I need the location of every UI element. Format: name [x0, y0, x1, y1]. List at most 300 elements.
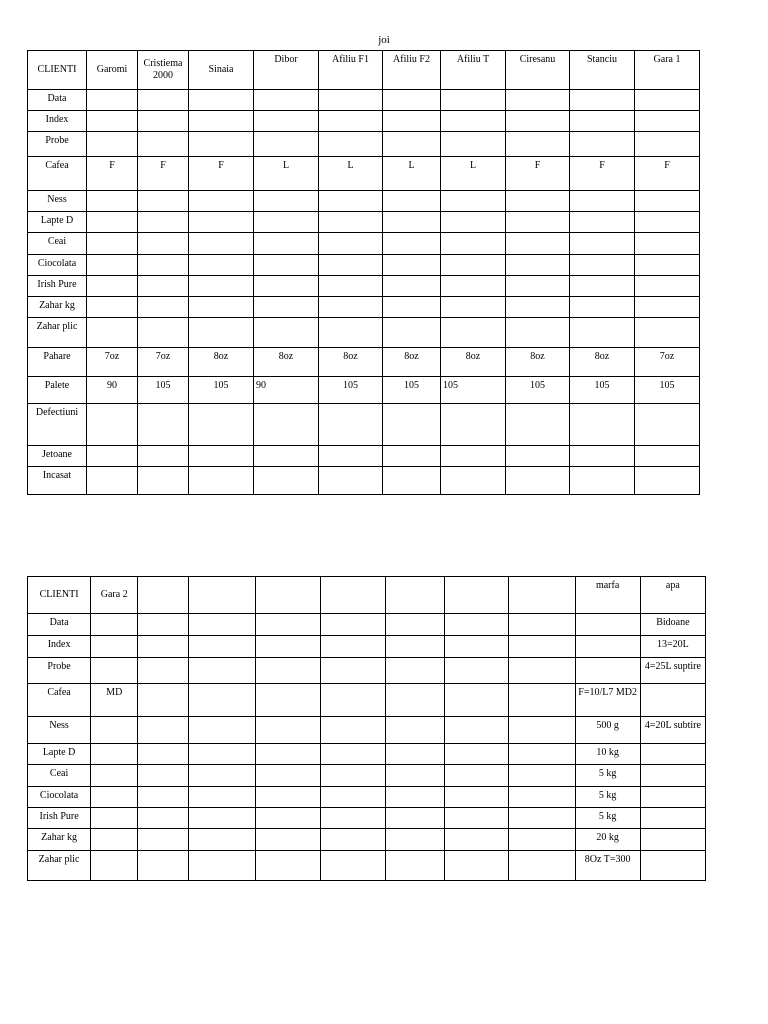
table-cell [506, 467, 570, 495]
table-cell [570, 255, 635, 276]
table-cell [319, 276, 383, 297]
table-row [28, 276, 700, 297]
table-cell: 8oz [506, 348, 570, 377]
header-row [28, 577, 706, 614]
table-row [28, 636, 706, 658]
header-client: Stanciu [570, 51, 635, 90]
table-cell: 500 g [575, 717, 640, 744]
table-cell [189, 276, 254, 297]
table-cell [189, 658, 255, 684]
table-cell [138, 212, 189, 233]
table-cell [91, 829, 138, 851]
header-client [138, 577, 189, 614]
table-row [28, 233, 700, 255]
table-cell: 10 kg [575, 744, 640, 765]
row-label: Data [28, 90, 87, 111]
table-cell [635, 212, 700, 233]
row-label: Index [28, 636, 91, 658]
row-label: Irish Pure [28, 276, 87, 297]
table-cell [386, 614, 445, 636]
table-cell [138, 191, 189, 212]
table-cell [319, 404, 383, 446]
table-row [28, 614, 706, 636]
table-cell [189, 255, 254, 276]
table-cell [441, 212, 506, 233]
table-cell [138, 829, 189, 851]
table-cell [320, 717, 385, 744]
table-cell [441, 90, 506, 111]
table-cell [320, 829, 385, 851]
table-cell [189, 717, 255, 744]
row-label: Zahar plic [28, 851, 91, 881]
table-cell [254, 132, 319, 157]
table-cell [635, 191, 700, 212]
table-cell [254, 467, 319, 495]
header-client: Gara 2 [91, 577, 138, 614]
table-cell [87, 90, 138, 111]
table-cell [383, 90, 441, 111]
table-row [28, 808, 706, 829]
table-cell [189, 829, 255, 851]
table-cell [441, 404, 506, 446]
table-cell [255, 658, 320, 684]
table-cell [640, 829, 705, 851]
table-cell [383, 255, 441, 276]
table-cell [635, 255, 700, 276]
table-cell: L [441, 157, 506, 191]
table-cell [87, 446, 138, 467]
table-row [28, 717, 706, 744]
table-cell [138, 787, 189, 808]
table-cell [386, 744, 445, 765]
table-cell [91, 658, 138, 684]
page-title: joi [378, 34, 390, 46]
table-cell [138, 658, 189, 684]
table-cell [383, 233, 441, 255]
header-client [509, 577, 575, 614]
table-cell: 8oz [383, 348, 441, 377]
table-cell [441, 255, 506, 276]
row-label: Data [28, 614, 91, 636]
header-client: Gara 1 [635, 51, 700, 90]
table-cell [383, 212, 441, 233]
table-cell: 90 [87, 377, 138, 404]
table-cell [509, 829, 575, 851]
table-cell: 105 [383, 377, 441, 404]
row-label: Ciocolata [28, 787, 91, 808]
table-cell [189, 132, 254, 157]
table-cell [87, 233, 138, 255]
table-cell [320, 614, 385, 636]
table-cell: F [87, 157, 138, 191]
table-cell [319, 191, 383, 212]
table-cell [509, 765, 575, 787]
table-cell [254, 297, 319, 318]
table-row [28, 446, 700, 467]
table-cell [383, 276, 441, 297]
table-cell [635, 233, 700, 255]
table-cell: F [138, 157, 189, 191]
table-cell [320, 765, 385, 787]
table-cell [189, 765, 255, 787]
table-cell [138, 614, 189, 636]
table-row [28, 191, 700, 212]
table-cell [575, 614, 640, 636]
table-cell [445, 684, 509, 717]
table-cell [138, 404, 189, 446]
table-cell [254, 90, 319, 111]
table-cell [635, 132, 700, 157]
table-cell [319, 467, 383, 495]
table-cell [445, 851, 509, 881]
header-client: apa [640, 577, 705, 614]
row-label: Defectiuni [28, 404, 87, 446]
table-cell: 105 [189, 377, 254, 404]
table-cell [254, 191, 319, 212]
row-label: Zahar kg [28, 829, 91, 851]
table-cell: 4=20L subtire [640, 717, 705, 744]
table-cell [87, 255, 138, 276]
table-row [28, 851, 706, 881]
header-client: marfa [575, 577, 640, 614]
table-cell: F [635, 157, 700, 191]
table-cell [189, 404, 254, 446]
table-row [28, 212, 700, 233]
table-cell [87, 297, 138, 318]
table-cell [441, 111, 506, 132]
table-row [28, 297, 700, 318]
table-cell: L [319, 157, 383, 191]
table-cell: L [383, 157, 441, 191]
table-cell [189, 233, 254, 255]
table-row [28, 787, 706, 808]
table-cell: F [189, 157, 254, 191]
table-row [28, 744, 706, 765]
table-cell [189, 636, 255, 658]
table-cell [138, 297, 189, 318]
table-cell: 8oz [189, 348, 254, 377]
table-cell [189, 467, 254, 495]
table-cell [254, 233, 319, 255]
table-cell [255, 614, 320, 636]
header-clienti: CLIENTI [28, 577, 91, 614]
table-row [28, 684, 706, 717]
table-cell [320, 851, 385, 881]
table-row [28, 90, 700, 111]
row-label: Cafea [28, 157, 87, 191]
table-cell [570, 233, 635, 255]
table-cell [506, 297, 570, 318]
table-cell [138, 851, 189, 881]
header-client [386, 577, 445, 614]
table-cell [138, 717, 189, 744]
table-cell [189, 851, 255, 881]
clients-table-2 [27, 576, 706, 881]
table-cell [570, 446, 635, 467]
table-cell [509, 717, 575, 744]
table-cell [635, 404, 700, 446]
table-cell [383, 467, 441, 495]
header-row [28, 51, 700, 90]
table-cell [635, 297, 700, 318]
table-cell [138, 636, 189, 658]
table-cell [319, 297, 383, 318]
table-cell [138, 255, 189, 276]
table-cell [509, 636, 575, 658]
table-cell [87, 467, 138, 495]
table-cell [255, 717, 320, 744]
table-cell: 5 kg [575, 787, 640, 808]
table-cell [254, 111, 319, 132]
table-cell [138, 446, 189, 467]
table-cell [189, 684, 255, 717]
table-cell [635, 318, 700, 348]
table-cell: 105 [570, 377, 635, 404]
header-client: Dibor [254, 51, 319, 90]
table-cell [320, 684, 385, 717]
table-cell [640, 744, 705, 765]
header-client [445, 577, 509, 614]
table-cell [445, 744, 509, 765]
row-label: Zahar kg [28, 297, 87, 318]
table-cell: 13=20L [640, 636, 705, 658]
table-cell [509, 684, 575, 717]
table-cell [255, 787, 320, 808]
table-cell [441, 276, 506, 297]
table-cell [189, 808, 255, 829]
table-cell [319, 233, 383, 255]
row-label: Incasat [28, 467, 87, 495]
table-cell [319, 255, 383, 276]
table-cell: 8oz [319, 348, 383, 377]
table-cell: 8oz [441, 348, 506, 377]
table-cell: 8oz [570, 348, 635, 377]
table-cell [386, 787, 445, 808]
table-cell [189, 111, 254, 132]
table-cell [386, 684, 445, 717]
table-cell [570, 111, 635, 132]
table-cell [189, 212, 254, 233]
table-cell [320, 658, 385, 684]
table-cell [189, 90, 254, 111]
table-cell [138, 765, 189, 787]
table-cell [91, 744, 138, 765]
table-cell [570, 467, 635, 495]
table-cell [87, 191, 138, 212]
table-cell [189, 318, 254, 348]
table-cell [319, 446, 383, 467]
row-label: Irish Pure [28, 808, 91, 829]
table-cell: MD [91, 684, 138, 717]
table-cell [254, 255, 319, 276]
table-cell [91, 717, 138, 744]
table-cell [575, 636, 640, 658]
table-cell [255, 829, 320, 851]
table-cell [319, 132, 383, 157]
table-cell [138, 90, 189, 111]
table-cell [91, 851, 138, 881]
table-cell [570, 90, 635, 111]
table-cell [386, 829, 445, 851]
row-label: Probe [28, 132, 87, 157]
table-cell [383, 297, 441, 318]
table-cell [441, 297, 506, 318]
table-cell [383, 111, 441, 132]
table-cell [138, 318, 189, 348]
table-cell [570, 297, 635, 318]
table-cell [138, 744, 189, 765]
table-cell [87, 276, 138, 297]
table-cell [189, 614, 255, 636]
header-client: Sinaia [189, 51, 254, 90]
table-cell [87, 132, 138, 157]
header-client: Afiliu F2 [383, 51, 441, 90]
header-client: Ciresanu [506, 51, 570, 90]
table-cell [138, 276, 189, 297]
table-cell: 105 [319, 377, 383, 404]
table-cell [320, 744, 385, 765]
row-label: Lapte D [28, 744, 91, 765]
table-cell [441, 233, 506, 255]
table-row [28, 765, 706, 787]
table-cell [445, 765, 509, 787]
table-cell [640, 808, 705, 829]
table-cell [91, 787, 138, 808]
row-label: Ness [28, 191, 87, 212]
table-cell [506, 90, 570, 111]
table-cell [506, 233, 570, 255]
table-cell [255, 851, 320, 881]
table-cell [189, 446, 254, 467]
table-cell [441, 467, 506, 495]
table-cell [509, 744, 575, 765]
table-cell [320, 636, 385, 658]
table-cell [255, 744, 320, 765]
row-label: Pahare [28, 348, 87, 377]
table-cell [255, 808, 320, 829]
table-cell [383, 318, 441, 348]
table-cell [441, 446, 506, 467]
table-cell [570, 404, 635, 446]
row-label: Cafea [28, 684, 91, 717]
table-cell [445, 614, 509, 636]
table-cell [506, 404, 570, 446]
table-cell [441, 132, 506, 157]
table-cell [254, 276, 319, 297]
header-client: Garomi [87, 51, 138, 90]
table-cell [506, 318, 570, 348]
table-cell [575, 658, 640, 684]
table-row [28, 348, 700, 377]
table-cell [254, 212, 319, 233]
table-cell: 4=25L suptire [640, 658, 705, 684]
table-cell [319, 318, 383, 348]
table-cell: L [254, 157, 319, 191]
table-cell [445, 787, 509, 808]
table-cell [319, 111, 383, 132]
table-cell [189, 297, 254, 318]
row-label: Lapte D [28, 212, 87, 233]
table-cell [386, 808, 445, 829]
table-cell [383, 404, 441, 446]
table-cell [91, 765, 138, 787]
table-cell: 105 [441, 377, 506, 404]
table-cell [386, 658, 445, 684]
table-cell [189, 191, 254, 212]
table-row [28, 111, 700, 132]
table-cell [138, 684, 189, 717]
table-cell [138, 111, 189, 132]
table-cell: 20 kg [575, 829, 640, 851]
table-cell [570, 212, 635, 233]
table-row [28, 132, 700, 157]
table-cell [445, 717, 509, 744]
table-cell: 90 [254, 377, 319, 404]
header-client [320, 577, 385, 614]
table-cell: 7oz [635, 348, 700, 377]
header-clienti: CLIENTI [28, 51, 87, 90]
row-label: Index [28, 111, 87, 132]
table-row [28, 404, 700, 446]
table-cell [386, 636, 445, 658]
table-cell [138, 467, 189, 495]
table-cell: 8Oz T=300 [575, 851, 640, 881]
table-cell: 8oz [254, 348, 319, 377]
table-cell [570, 132, 635, 157]
table-row [28, 829, 706, 851]
clients-table-1 [27, 50, 700, 495]
row-label: Ciocolata [28, 255, 87, 276]
table-row [28, 377, 700, 404]
table-cell [509, 787, 575, 808]
row-label: Ceai [28, 233, 87, 255]
table-cell [506, 276, 570, 297]
header-client: Cristiema 2000 [138, 51, 189, 90]
table-cell [509, 851, 575, 881]
table-cell [255, 636, 320, 658]
table-row [28, 467, 700, 495]
table-cell [635, 111, 700, 132]
table-cell [640, 851, 705, 881]
table-cell [189, 787, 255, 808]
table-cell [319, 90, 383, 111]
table-cell [635, 467, 700, 495]
table-cell: F [506, 157, 570, 191]
table-cell [386, 765, 445, 787]
table-cell: 105 [138, 377, 189, 404]
table-cell [509, 658, 575, 684]
table-cell [445, 808, 509, 829]
table-cell [91, 636, 138, 658]
table-cell [445, 636, 509, 658]
table-cell [138, 132, 189, 157]
table-cell: 7oz [87, 348, 138, 377]
row-label: Palete [28, 377, 87, 404]
table-cell: 5 kg [575, 765, 640, 787]
table-row [28, 255, 700, 276]
table-cell [445, 829, 509, 851]
table-cell: 105 [506, 377, 570, 404]
table-row [28, 318, 700, 348]
table-cell [319, 212, 383, 233]
table-cell [509, 614, 575, 636]
row-label: Zahar plic [28, 318, 87, 348]
table-cell: Bidoane [640, 614, 705, 636]
table-cell [506, 111, 570, 132]
table-cell [87, 111, 138, 132]
header-client: Afiliu T [441, 51, 506, 90]
table-cell [570, 318, 635, 348]
